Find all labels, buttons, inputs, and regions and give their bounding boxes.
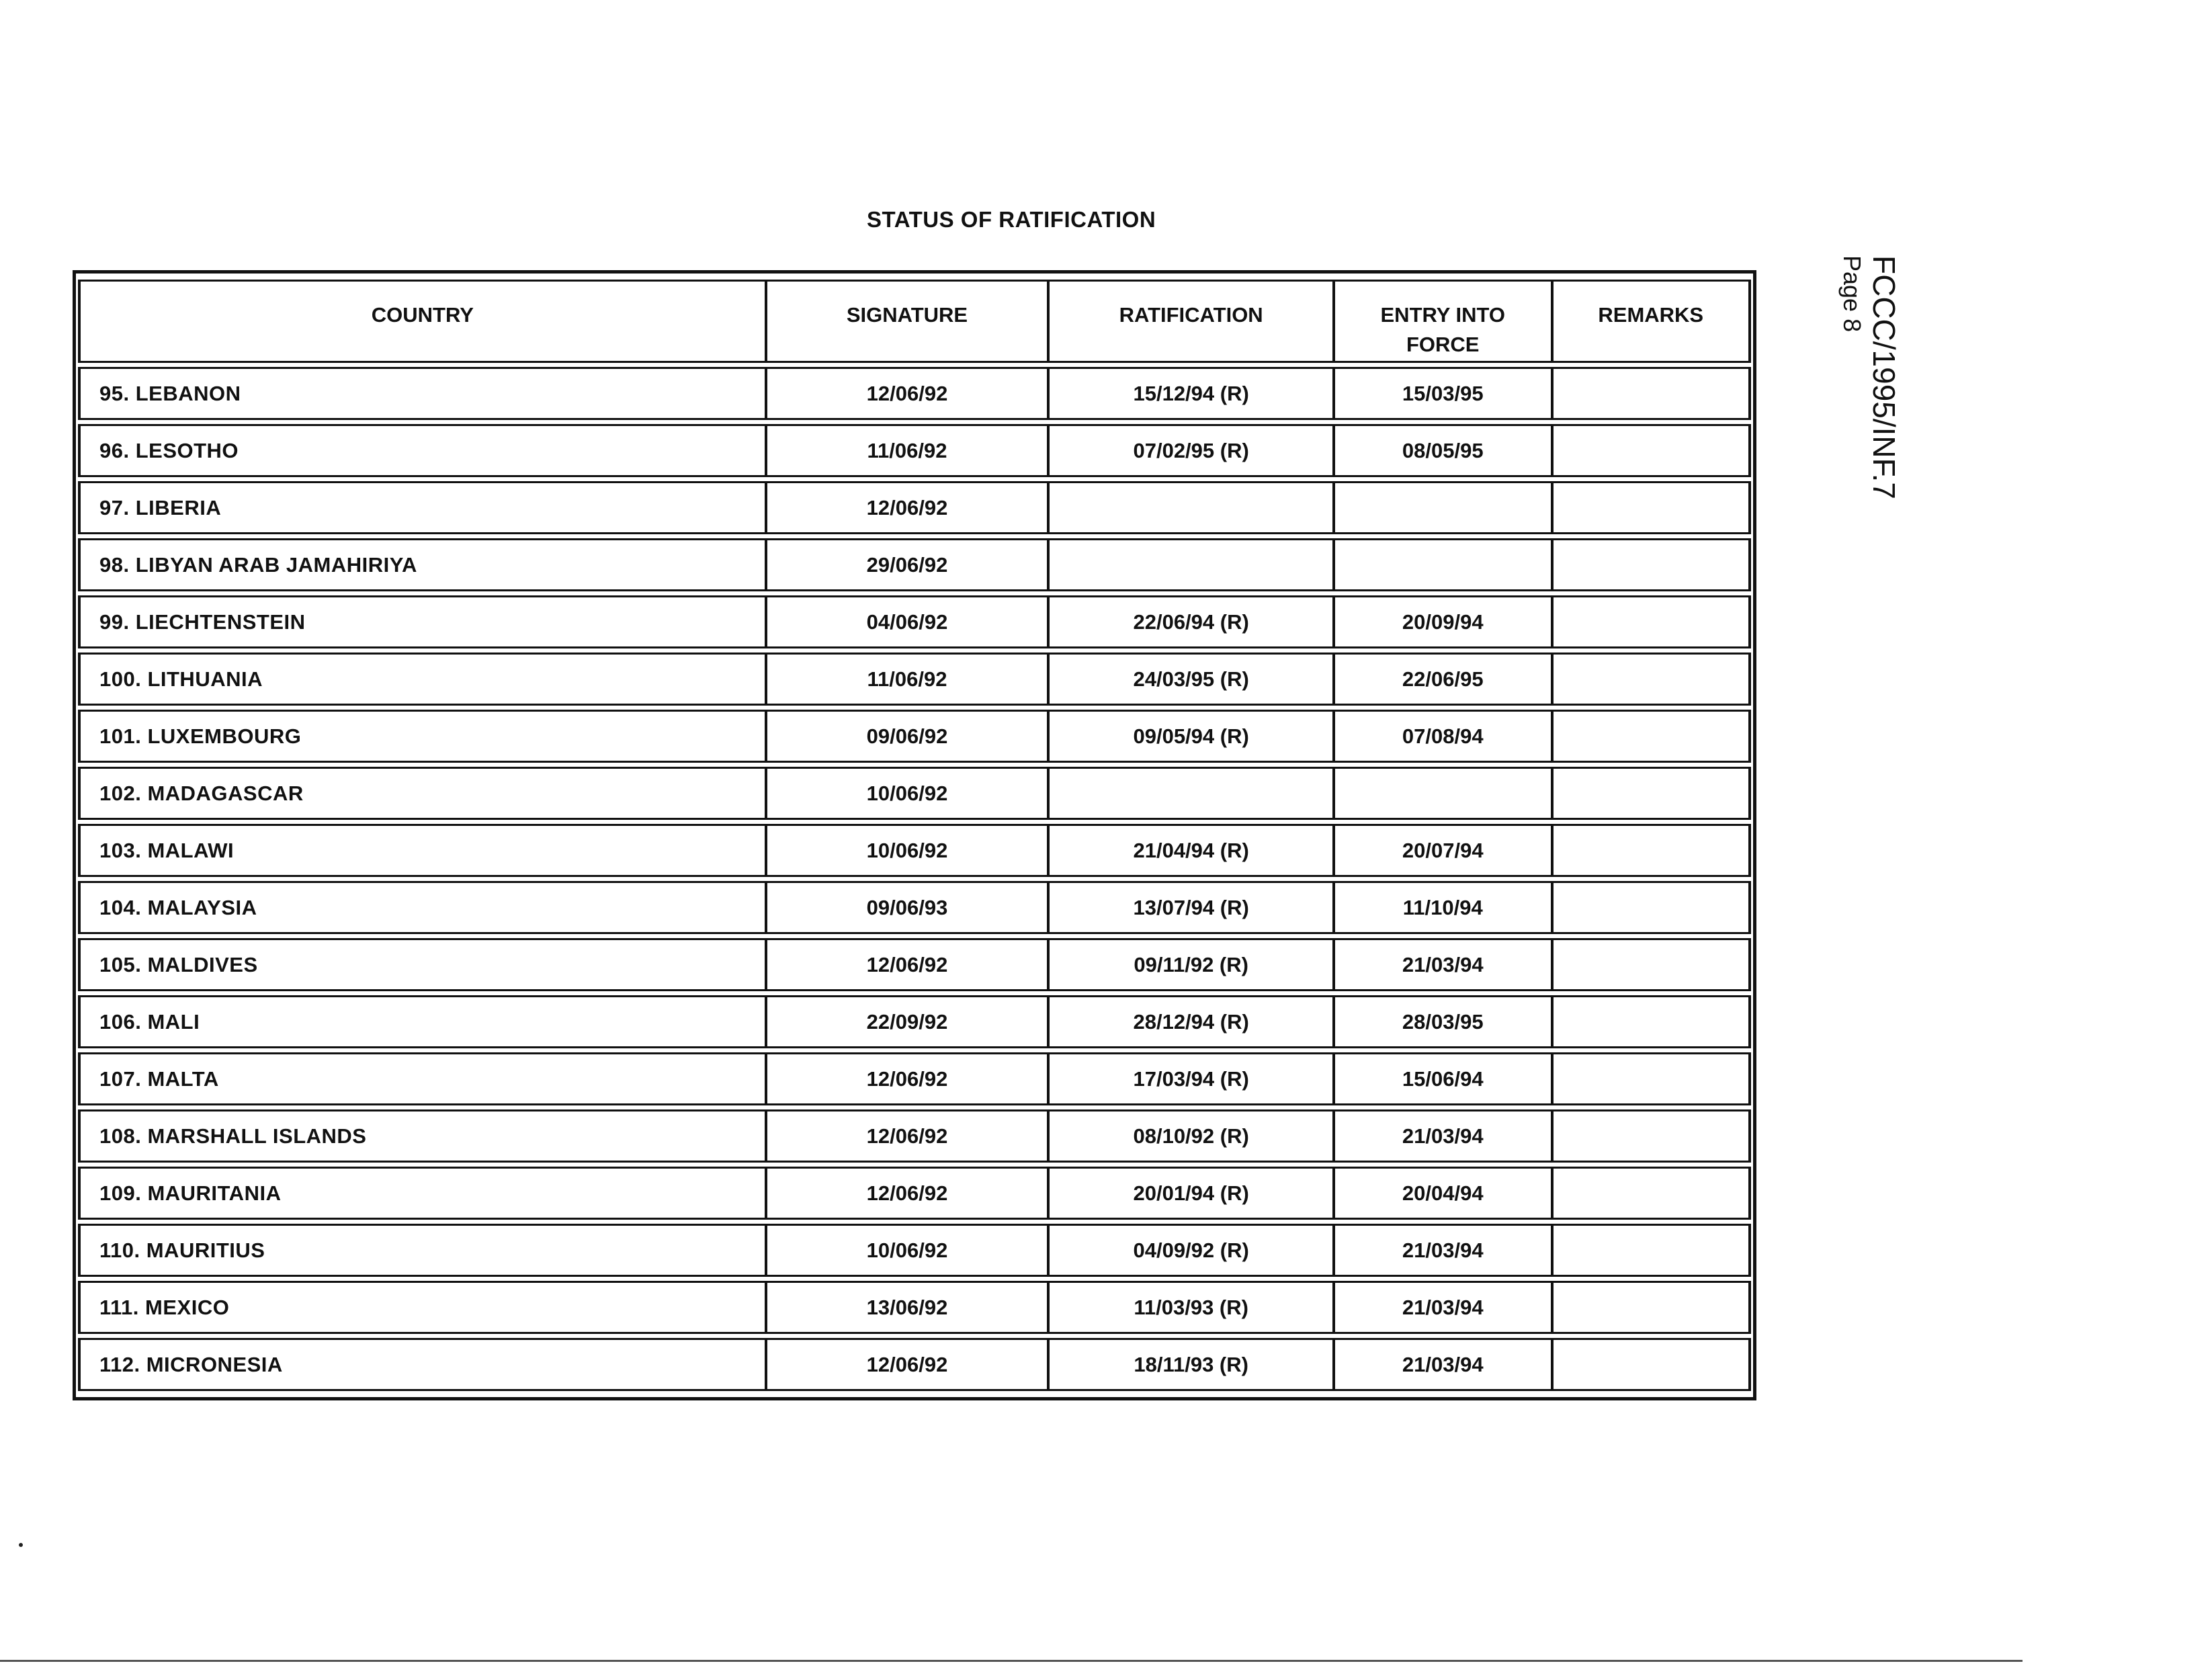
cell-ratification: 20/01/94 (R) xyxy=(1047,1167,1332,1220)
cell-country: 103. MALAWI xyxy=(78,824,765,877)
cell-entry-into-force: 22/06/95 xyxy=(1332,653,1551,706)
cell-ratification: 22/06/94 (R) xyxy=(1047,595,1332,648)
cell-remarks xyxy=(1551,538,1752,591)
cell-ratification: 13/07/94 (R) xyxy=(1047,881,1332,934)
cell-ratification: 09/11/92 (R) xyxy=(1047,938,1332,991)
cell-entry-into-force: 08/05/95 xyxy=(1332,424,1551,477)
cell-remarks xyxy=(1551,481,1752,534)
table-header-row xyxy=(78,280,1751,363)
cell-ratification: 07/02/95 (R) xyxy=(1047,424,1332,477)
table-row xyxy=(78,824,1751,877)
cell-country: 107. MALTA xyxy=(78,1052,765,1105)
cell-remarks xyxy=(1551,710,1752,763)
table-row xyxy=(78,995,1751,1048)
table-row xyxy=(78,1109,1751,1163)
document-title: STATUS OF RATIFICATION xyxy=(867,207,1156,232)
cell-signature: 12/06/92 xyxy=(765,938,1048,991)
cell-entry-into-force: 28/03/95 xyxy=(1332,995,1551,1048)
cell-country: 110. MAURITIUS xyxy=(78,1224,765,1277)
table-row xyxy=(78,938,1751,991)
cell-ratification: 09/05/94 (R) xyxy=(1047,710,1332,763)
cell-country: 100. LITHUANIA xyxy=(78,653,765,706)
ratification-table-frame xyxy=(73,270,1756,1400)
cell-country: 105. MALDIVES xyxy=(78,938,765,991)
cell-signature: 13/06/92 xyxy=(765,1281,1048,1334)
cell-remarks xyxy=(1551,424,1752,477)
table-row xyxy=(78,1224,1751,1277)
cell-country: 109. MAURITANIA xyxy=(78,1167,765,1220)
cell-remarks xyxy=(1551,767,1752,820)
cell-ratification: 08/10/92 (R) xyxy=(1047,1109,1332,1163)
cell-signature: 11/06/92 xyxy=(765,653,1048,706)
table-row xyxy=(78,481,1751,534)
table-row xyxy=(78,367,1751,420)
footer-rule xyxy=(0,1660,2023,1662)
table-row xyxy=(78,595,1751,648)
cell-remarks xyxy=(1551,367,1752,420)
cell-country: 99. LIECHTENSTEIN xyxy=(78,595,765,648)
cell-country: 96. LESOTHO xyxy=(78,424,765,477)
cell-remarks xyxy=(1551,595,1752,648)
cell-entry-into-force: 21/03/94 xyxy=(1332,1224,1551,1277)
cell-ratification: 18/11/93 (R) xyxy=(1047,1338,1332,1391)
cell-remarks xyxy=(1551,1224,1752,1277)
cell-signature: 10/06/92 xyxy=(765,1224,1048,1277)
cell-remarks xyxy=(1551,1281,1752,1334)
column-header-signature: SIGNATURE xyxy=(765,280,1048,363)
cell-signature: 10/06/92 xyxy=(765,767,1048,820)
cell-ratification: 11/03/93 (R) xyxy=(1047,1281,1332,1334)
column-header-remarks: REMARKS xyxy=(1551,280,1752,363)
cell-entry-into-force: 20/04/94 xyxy=(1332,1167,1551,1220)
cell-entry-into-force: 20/07/94 xyxy=(1332,824,1551,877)
cell-remarks xyxy=(1551,938,1752,991)
cell-remarks xyxy=(1551,1109,1752,1163)
cell-entry-into-force: 15/03/95 xyxy=(1332,367,1551,420)
cell-country: 106. MALI xyxy=(78,995,765,1048)
cell-signature: 12/06/92 xyxy=(765,1109,1048,1163)
cell-ratification: 24/03/95 (R) xyxy=(1047,653,1332,706)
cell-ratification: 21/04/94 (R) xyxy=(1047,824,1332,877)
scan-speck xyxy=(19,1543,23,1547)
cell-entry-into-force: 21/03/94 xyxy=(1332,1281,1551,1334)
cell-remarks xyxy=(1551,1167,1752,1220)
cell-country: 108. MARSHALL ISLANDS xyxy=(78,1109,765,1163)
table-row xyxy=(78,1052,1751,1105)
cell-entry-into-force: 21/03/94 xyxy=(1332,1338,1551,1391)
cell-ratification xyxy=(1047,481,1332,534)
table-row xyxy=(78,881,1751,934)
page-number: Page 8 xyxy=(1838,255,1866,333)
cell-signature: 22/09/92 xyxy=(765,995,1048,1048)
table-row xyxy=(78,1338,1751,1391)
table-row xyxy=(78,767,1751,820)
cell-remarks xyxy=(1551,1052,1752,1105)
cell-ratification xyxy=(1047,767,1332,820)
table-row xyxy=(78,710,1751,763)
cell-entry-into-force xyxy=(1332,767,1551,820)
cell-entry-into-force: 15/06/94 xyxy=(1332,1052,1551,1105)
entry-header-line1: ENTRY INTO xyxy=(1380,303,1505,327)
cell-signature: 29/06/92 xyxy=(765,538,1048,591)
cell-signature: 10/06/92 xyxy=(765,824,1048,877)
cell-entry-into-force: 20/09/94 xyxy=(1332,595,1551,648)
cell-entry-into-force xyxy=(1332,538,1551,591)
table-body xyxy=(78,367,1751,1391)
cell-country: 95. LEBANON xyxy=(78,367,765,420)
cell-country: 104. MALAYSIA xyxy=(78,881,765,934)
cell-signature: 12/06/92 xyxy=(765,481,1048,534)
cell-remarks xyxy=(1551,824,1752,877)
cell-country: 111. MEXICO xyxy=(78,1281,765,1334)
cell-signature: 04/06/92 xyxy=(765,595,1048,648)
cell-entry-into-force: 11/10/94 xyxy=(1332,881,1551,934)
column-header-entry-into-force xyxy=(1332,280,1551,363)
cell-signature: 12/06/92 xyxy=(765,1167,1048,1220)
cell-remarks xyxy=(1551,653,1752,706)
cell-entry-into-force: 21/03/94 xyxy=(1332,1109,1551,1163)
cell-country: 101. LUXEMBOURG xyxy=(78,710,765,763)
table-row xyxy=(78,1281,1751,1334)
table-row xyxy=(78,1167,1751,1220)
cell-signature: 09/06/93 xyxy=(765,881,1048,934)
cell-ratification: 15/12/94 (R) xyxy=(1047,367,1332,420)
document-reference-number: FCCC/1995/INF.7 xyxy=(1867,255,1902,500)
column-header-ratification: RATIFICATION xyxy=(1047,280,1332,363)
cell-ratification: 04/09/92 (R) xyxy=(1047,1224,1332,1277)
cell-ratification: 17/03/94 (R) xyxy=(1047,1052,1332,1105)
cell-signature: 12/06/92 xyxy=(765,1052,1048,1105)
cell-signature: 11/06/92 xyxy=(765,424,1048,477)
table-row xyxy=(78,653,1751,706)
cell-country: 97. LIBERIA xyxy=(78,481,765,534)
ratification-table xyxy=(78,276,1751,1395)
cell-signature: 12/06/92 xyxy=(765,1338,1048,1391)
table-row xyxy=(78,424,1751,477)
table-row xyxy=(78,538,1751,591)
cell-entry-into-force: 21/03/94 xyxy=(1332,938,1551,991)
cell-country: 98. LIBYAN ARAB JAMAHIRIYA xyxy=(78,538,765,591)
entry-header-line2: FORCE xyxy=(1406,333,1480,356)
cell-remarks xyxy=(1551,881,1752,934)
cell-entry-into-force: 07/08/94 xyxy=(1332,710,1551,763)
cell-entry-into-force xyxy=(1332,481,1551,534)
cell-signature: 12/06/92 xyxy=(765,367,1048,420)
cell-signature: 09/06/92 xyxy=(765,710,1048,763)
cell-remarks xyxy=(1551,995,1752,1048)
cell-country: 102. MADAGASCAR xyxy=(78,767,765,820)
cell-ratification: 28/12/94 (R) xyxy=(1047,995,1332,1048)
cell-country: 112. MICRONESIA xyxy=(78,1338,765,1391)
cell-ratification xyxy=(1047,538,1332,591)
cell-remarks xyxy=(1551,1338,1752,1391)
column-header-country: COUNTRY xyxy=(78,280,765,363)
document-reference xyxy=(1837,255,1902,499)
